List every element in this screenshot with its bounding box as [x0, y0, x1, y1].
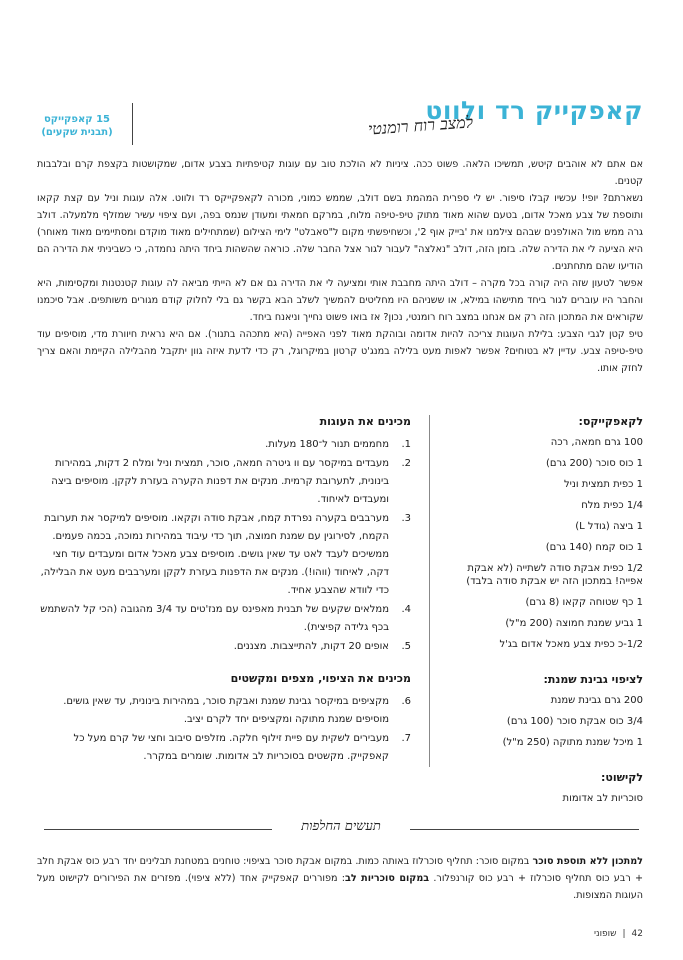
substitutions-separator-right — [410, 829, 639, 830]
cupcakes-ingredients-list — [437, 436, 643, 651]
ingredients-column — [437, 415, 643, 827]
step-number: 3. — [401, 513, 411, 524]
step-number: 4. — [401, 604, 411, 615]
ingredient-item: 1 כפית תמצית וניל — [563, 479, 643, 490]
frosting-ingredients-list — [437, 694, 643, 749]
intro-text — [37, 156, 643, 377]
step-text: מקציפים במיקסר גבינת שמנת ואבקת סוכר, במהירות בינונית, עד שאין גושים. מוסיפים שמנת מתוקה ומקציפים יחד לקרם יציב. — [63, 696, 389, 725]
method-column — [35, 415, 411, 782]
cakes-steps-list — [35, 436, 411, 656]
yield-pan: (תבנית שקעים) — [41, 127, 113, 138]
cakes-method-heading: מכינים את העוגות — [319, 415, 411, 428]
ingredient-item: 200 גרם גבינת שמנת — [550, 695, 643, 706]
step-text: מחממים תנור ל־180 מעלות. — [265, 439, 389, 450]
ingredient-item: 1/2 כפית אבקת סודה לשתייה (לא אבקת אפייה! במתכון הזה יש אבקת סודה בלבד) — [466, 563, 643, 587]
step-number: 7. — [401, 733, 411, 744]
method-step — [35, 436, 411, 454]
intro-paragraph: אפשר לטעון שזה היה קורה בכל מקרה – דולב היתה מחבבת אותי ומציעה לי את הדירה גם אם לא הייתי מביאה לה עוגות קטנטנות ומקסימות, היא והחבר היו עוברים לגור ביחד מתישהו במילא, או ששניהם היו מחליטים להמשיך לשלב הבא בקשר גם בלי לחלוק קודם מגורים משותפים. אבל סיכמנו שקוראים את המתכון הזה רק אם אנחנו במצב רוח רומנטי, נכון? אז בואו פשוט נחייך וניאנח ביחד. — [37, 278, 643, 323]
method-step — [35, 693, 411, 729]
recipe-subtitle: למצב רוח רומנטי — [367, 112, 474, 139]
method-step — [35, 730, 411, 766]
step-number: 1. — [401, 439, 411, 450]
ingredient-item: 100 גרם חמאה, רכה — [550, 437, 643, 448]
page-number: 42 — [631, 929, 643, 939]
ingredient-item: 1 כוס סוכר (200 גרם) — [545, 458, 643, 469]
yield-quantity: 15 קאפקייקס — [43, 114, 111, 125]
frosting-ingredients-heading: לציפוי גבינת שמנת: — [543, 673, 643, 686]
ingredient-item: 3/4 כוס אבקת סוכר (100 גרם) — [506, 716, 643, 727]
step-text: מעבירים לשקית עם פיית זילוף חלקה. מזלפים סיבוב וחצי של קרם מעל כל קאפקייק. מקשטים בסוכריות לב אדומות. שומרים במקרר. — [73, 733, 389, 762]
page-footer — [594, 929, 643, 939]
ingredient-item: 1 ביצה (גודל L) — [575, 521, 643, 532]
substitution-lead: למתכון ללא תוספת סוכר — [532, 856, 643, 867]
ingredient-item: 1/4 כפית מלח — [581, 500, 643, 511]
intro-paragraph: נשארתם? יופי! עכשיו קבלו סיפור. יש לי ספרית המהמת בשם דולב, שממש כמוני, מכורה לקאפקייקס רד ולווט. אלה עוגות וניל עם קצת קקאו ותוספת של צבע מאכל אדום, בטעם שהוא מאוד מתוק טיפ-טיפה מלוח, במרקם חמאתי ומעודן שנמס בפה, ועם ציפוי עשיר שמזלף מלמעלה. דולב גרה ממש מול האולפנים שבהם צילמנו את 'בייק אוף 2', וכשחיפשתי מקום ל"סאבלט" לימי הצילום (שמתחילים מאוד מוקדם ומסתיימים מאוד מאוחר) היא הציעה לי את הדירה שלה. בזמן הזה, דולב "נאלצה" לעבור לגור אצל החבר שלה. כוראה שהשהות ביחד היתה נחמדה, כי כשביניתי את הדירה הם הודיעו שהם מתחתנים. — [37, 193, 643, 272]
substitutions-title: תעשים החלפות — [301, 819, 381, 834]
substitutions-text — [37, 853, 643, 904]
method-step — [35, 601, 411, 637]
ingredient-item: 1 כוס קמח (140 גרם) — [545, 542, 643, 553]
title-divider — [132, 103, 133, 145]
ingredient-item: 1 מיכל שמנת מתוקה (250 מ"ל) — [502, 737, 643, 748]
step-number: 2. — [401, 458, 411, 469]
ingredient-item: 1/2-כ כפית צבע מאכל אדום בג'ל — [499, 639, 643, 650]
step-text: מערבבים בקערה נפרדת קמח, אבקת סודה וקקאו. מוסיפים למיקסר את תערובת הקמח, לסירוגין עם שמנת חמוצה, תוך כדי עיבוד במהירות נמוכה, בכמה פעמים. ממשיכים לעבד לאט עד שאין גושים. מוסיפים צבע מאכל אדום ומעבדים עוד חצי דקה, לאיחוד (ווהו!). מנקים את הדפנות בעזרת לקקן ומערבבים מעט את הבלילה, כדי לוודא שהצבע אחיד. — [40, 513, 389, 596]
substitution-candy-lead: במקום סוכריות לב — [345, 873, 430, 884]
magazine-name: שופוני — [593, 929, 617, 939]
substitution-text-part: במקום סוכר: תחליף סוכרלוז באותה כמות. במקום אבקת סוכר בציפוי: טוחנים במטחנת תבלינים יחד רבע כוס אבקת חלב + רבע כוס תחליף סוכרלוז + רבע כוס קורנפלור. — [37, 856, 643, 884]
frosting-method-heading: מכינים את הציפוי, מצפים ומקשטים — [230, 672, 411, 685]
intro-paragraph: אם אתם לא אוהבים קיטש, תמשיכו הלאה. פשוט ככה. ציניות לא הולכת טוב עם עוגות קטיפתיות בצבע אדום, שמקושטות בקצפת קרם ובלבבות קטנים. — [37, 159, 643, 187]
recipe-title: קאפקייק רד ולווט — [425, 96, 643, 125]
substitutions-separator-left — [44, 829, 272, 830]
decor-heading: לקישוט: — [601, 771, 643, 784]
ingredient-item: סוכריות לב אדומות — [562, 793, 643, 804]
step-text: אופים 20 דקות, להתייצבות. מצננים. — [233, 641, 389, 652]
ingredient-item: 1 גביע שמנת חמוצה (200 מ"ל) — [505, 618, 643, 629]
footer-separator: | — [622, 929, 626, 939]
method-step — [35, 638, 411, 656]
frosting-steps-list — [35, 693, 411, 766]
intro-paragraph: טיפ קטן לגבי הצבע: בלילת העוגות צריכה להיות אדומה ובוהקת מאוד לפני האפייה (היא מתכהה בתנור). אם היא נראית חיוורת מדי, מוסיפים עוד טיפ-טיפה צבע. עדיין לא בטוחים? אפשר לאפות מעט בלילה במנג'ט קרטון במיקרוגל, רק כדי לדעת איזה גוון יתקבל מהבלילה הקיימת והאם צריך לחזק אותו. — [37, 329, 643, 374]
step-number: 5. — [401, 641, 411, 652]
substitution-text-part: : מפוררים קאפקייק אחד (ללא ציפוי). מפזרים את הפירורים לקישוט מעל העוגות המצופות. — [37, 873, 643, 901]
column-divider — [429, 415, 430, 767]
step-text: מעבדים במיקסר עם וו גיטרה חמאה, סוכר, תמצית וניל ומלח 2 דקות, במהירות בינונית, לתערובת קרמית. מנקים את דפנות הקערה בעזרת לקקן. מוסיפים ביצה ומעבדים לאיחוד. — [51, 458, 389, 505]
cupcakes-ingredients-heading: לקאפקייקס: — [578, 415, 643, 428]
method-step — [35, 510, 411, 600]
decor-list — [437, 792, 643, 805]
ingredient-item: 1 כף שטוחה קקאו (8 גרם) — [525, 597, 643, 608]
yield-info — [28, 113, 126, 139]
step-text: ממלאים שקעים של תבנית מאפינס עם מנז'טים עד 3/4 מהגובה (הכי קל להשתמש בכף גלידה קפיצית). — [40, 604, 389, 633]
step-number: 6. — [401, 696, 411, 707]
method-step — [35, 455, 411, 509]
